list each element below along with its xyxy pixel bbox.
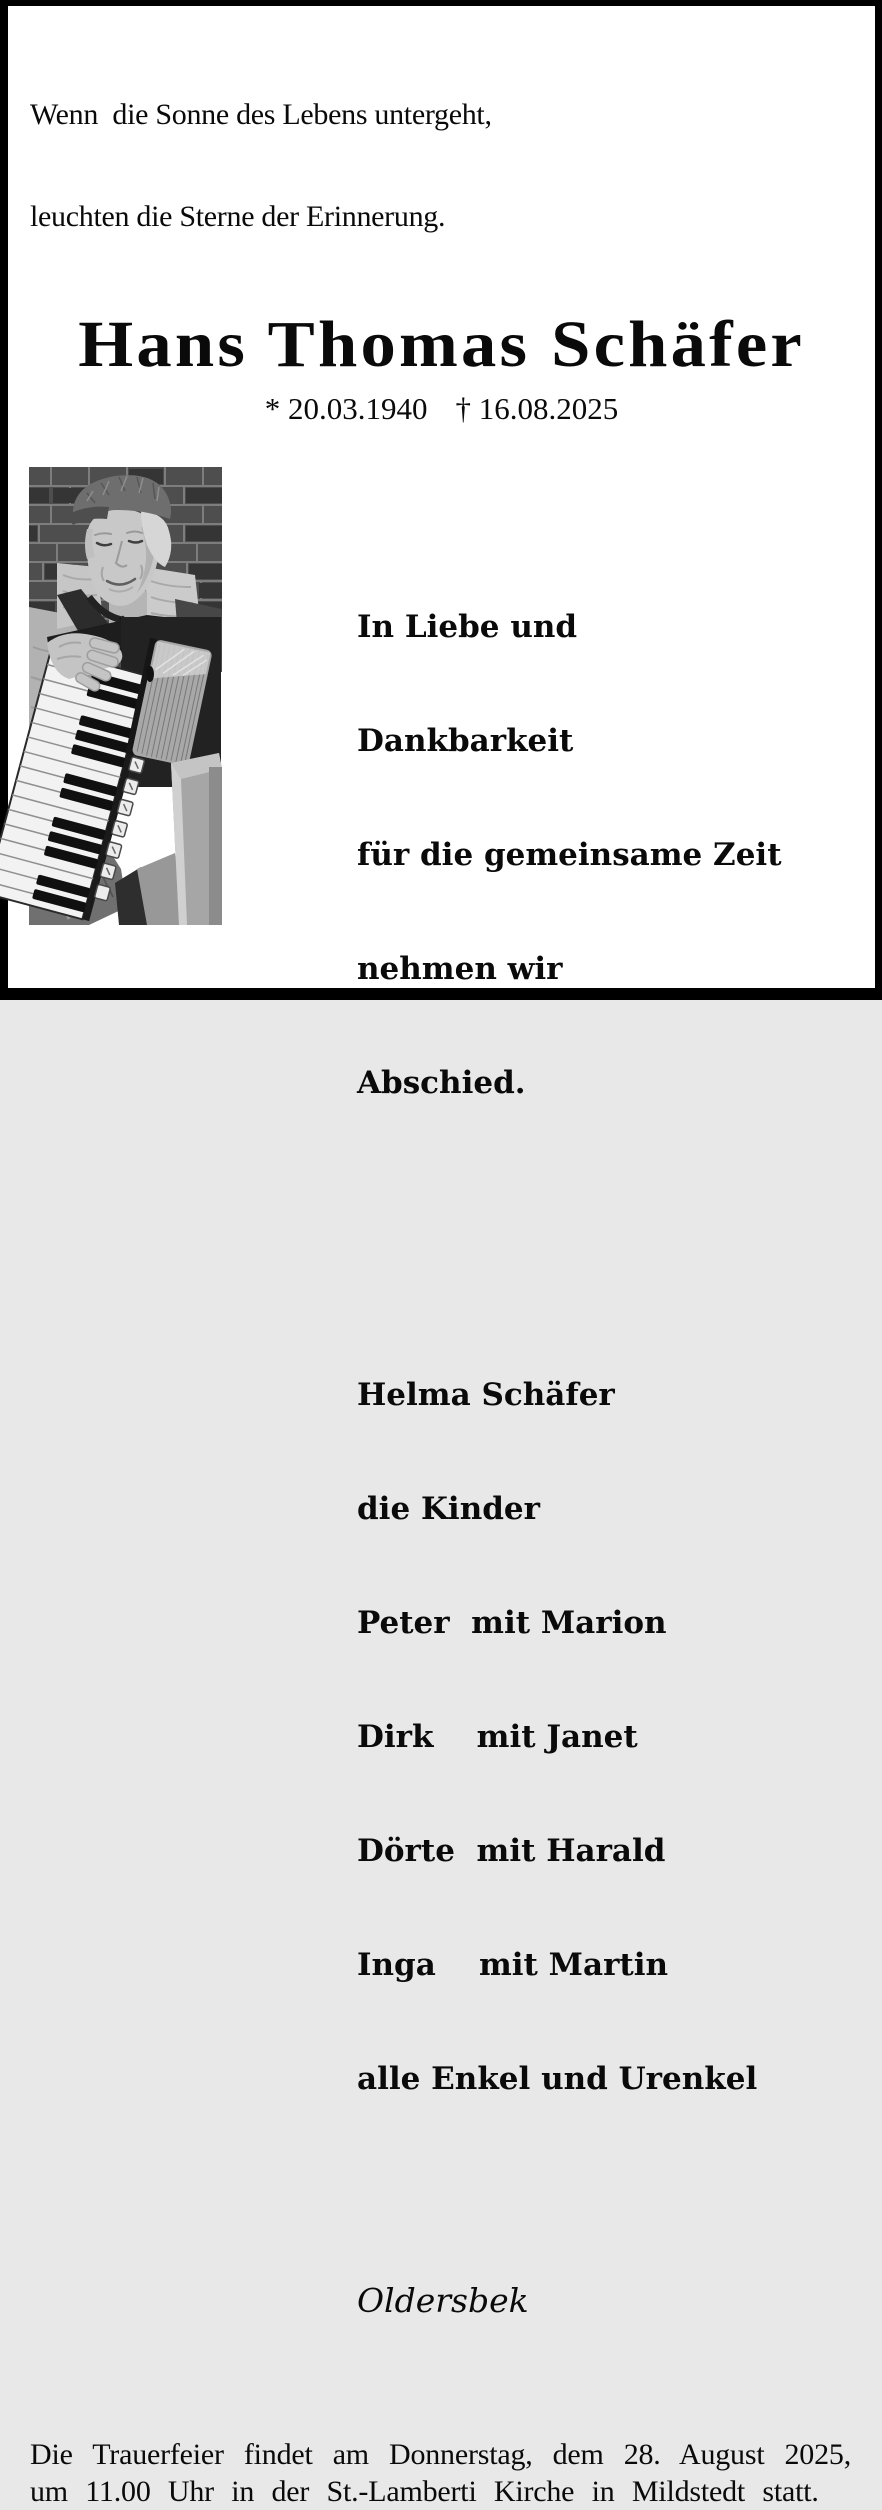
epigraph-line: Wenn die Sonne des Lebens untergeht, <box>30 98 492 131</box>
mourner-line: Peter mit Marion <box>357 1605 667 1641</box>
farewell-line: Dankbarkeit <box>357 723 574 759</box>
farewell-line: für die gemeinsame Zeit <box>357 837 782 873</box>
deceased-name <box>8 306 875 384</box>
mourner-line: Inga mit Martin <box>357 1947 669 1983</box>
mourner-line: Dirk mit Janet <box>357 1719 638 1755</box>
accordion-player-illustration <box>29 467 222 925</box>
deceased-name-text: Hans Thomas Schäfer <box>78 308 805 381</box>
mourner-line: alle Enkel und Urenkel <box>357 2061 758 2097</box>
farewell-text <box>357 532 782 1178</box>
mourners-list <box>357 1300 782 2174</box>
birth-date: * 20.03.1940 <box>264 391 428 426</box>
farewell-line: In Liebe und <box>357 609 578 645</box>
farewell-line: Abschied. <box>357 1065 526 1101</box>
funeral-notice: Die Trauerfeier findet am Donnerstag, dem 28. August 2025, um 11.00 Uhr in der St.-Lamberti Kirche in Mildstedt statt. <box>30 2438 851 2508</box>
death-date: † 16.08.2025 <box>455 391 619 426</box>
mourner-line: die Kinder <box>357 1491 540 1527</box>
portrait-photo <box>29 467 222 925</box>
main-row <box>29 452 875 2397</box>
mourner-line: Dörte mit Harald <box>357 1833 666 1869</box>
mourner-line: Helma Schäfer <box>357 1377 615 1413</box>
epigraph <box>30 30 875 302</box>
epigraph-line: leuchten die Sterne der Erinnerung. <box>30 200 446 233</box>
farewell-line: nehmen wir <box>357 951 563 987</box>
life-dates <box>8 390 875 428</box>
right-column <box>357 456 782 2397</box>
place-name: Oldersbek <box>357 2281 529 2320</box>
